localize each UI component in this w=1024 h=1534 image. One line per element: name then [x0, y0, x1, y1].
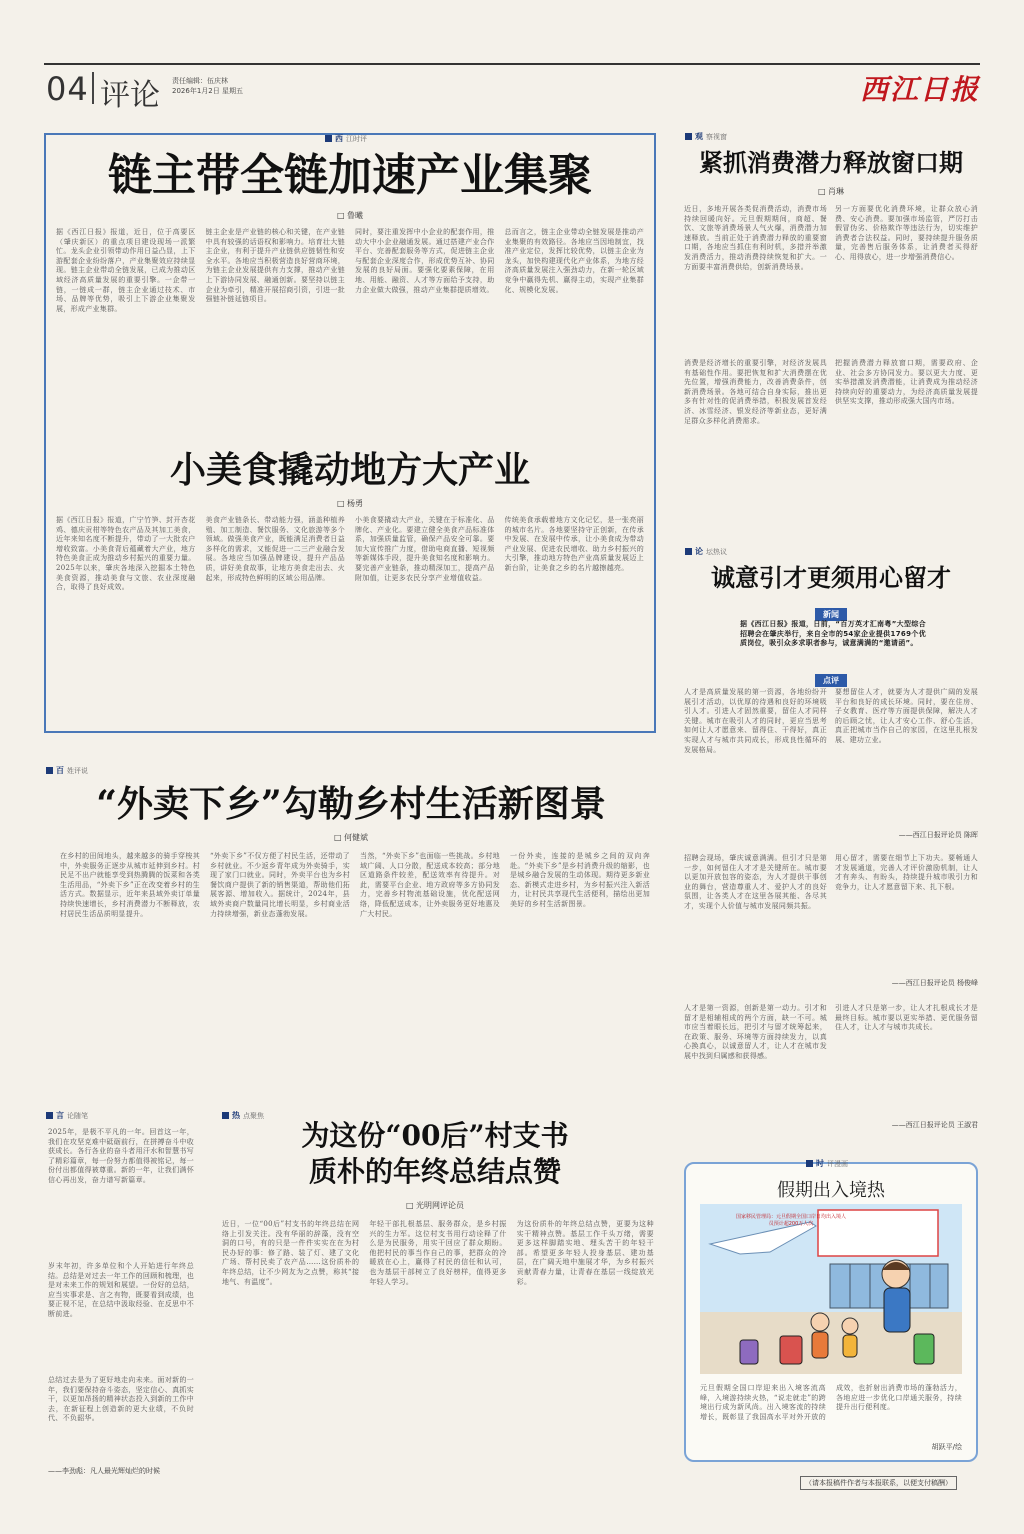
- lead-author: □ 鲁曦: [336, 211, 364, 220]
- comment-label: 点评: [815, 674, 847, 687]
- consumption-col-1: [684, 205, 827, 515]
- consumption-col-2: [835, 205, 978, 515]
- talent-comment-2: [684, 854, 978, 970]
- food-author: □ 杨勇: [336, 499, 364, 508]
- talent-sign-1: ——西江日报评论员 陈晖: [898, 831, 978, 839]
- lead-headline: 链主带全链加速产业集聚: [108, 150, 592, 201]
- news-label: 新闻: [815, 608, 847, 621]
- village-tag: 热 点聚焦: [222, 1110, 264, 1121]
- lead-col-2: 链主企业是产业链的核心和关键，在产业链中具有较强的话语权和影响力。培育壮大链主企业，有利于提升产业链供应链韧性和安全水平。各地应当积极营造良好营商环境，为链主企业发展提供有力支撑，推动产业链上下游协同发展、融通创新。要坚持以链主企业为牵引，精准开展招商引资，引进一批强链补链延链项目。: [205, 228, 345, 304]
- summary-p1: 2025年，是极不平凡的一年。回首这一年，我们在攻坚克难中砥砺前行，在拼搏奋斗中收获成长。各行各业的奋斗者用汗水和智慧书写了精彩篇章，每一份努力都值得被铭记，每一份付出都值得被尊重。新的一年，让我们满怀信心再出发，奋力谱写新篇章。: [48, 1128, 194, 1184]
- cartoon-sign-text: 国家移民管理局：元旦假期全国口岸日均出入境人员预计超200万人次: [736, 1214, 847, 1227]
- tag-square-icon: [685, 548, 692, 555]
- summary-p3: 总结过去是为了更好地走向未来。面对新的一年，我们要保持奋斗姿态，坚定信心、真抓实干，以更加昂扬的精神状态投入到新的工作中去，在新征程上创造新的更大业绩，不负时代、不负韶华。: [48, 1376, 194, 1423]
- talent-c1-p1: 人才是高质量发展的第一资源，各地纷纷开展引才活动，以优厚的待遇和良好的环境吸引人才。引进人才固然重要，留住人才同样关键。城市在吸引人才的同时，更应当思考如何让人才愿意来、留得住、干得好，真正实现人才与城市共同成长，形成良性循环的发展格局。: [684, 688, 827, 754]
- consumption-p2: 消费是经济增长的重要引擎，对经济发展具有基础性作用。要把恢复和扩大消费摆在优先位置，增强消费能力，改善消费条件，创新消费场景。各地可结合自身实际，推出更多有针对性的促消费举措，积极发展首发经济、冰雪经济、银发经济等新业态，更好满足群众多样化消费需求。: [684, 359, 827, 425]
- talent-sign-2: ——西江日报评论员 杨俊峰: [891, 979, 978, 987]
- delivery-col-4: 一份外卖，连接的是城乡之间的双向奔赴。“外卖下乡”是乡村消费升级的缩影，也是城乡融合发展的生动体现。期待更多新业态、新模式走进乡村，为乡村振兴注入新活力，让村民共享现代生活便利，描绘出更加美好的乡村生活新图景。: [510, 852, 650, 908]
- village-author: □ 光明网评论员: [405, 1201, 465, 1210]
- consumption-p1: 近日，多地开展各类促消费活动，消费市场持续回暖向好。元旦假期期间，商超、餐饮、文旅等消费场景人气火爆，消费潜力加速释放。当前正处于消费潜力释放的重要窗口期，各地应当抓住有利时机，多措并举激发消费活力，推动消费持续恢复和扩大。一方面要丰富消费供给，创新消费场景。: [684, 205, 827, 271]
- village-col-1: 近日，一位“00后”村支书的年终总结在网络上引发关注。没有华丽的辞藻，没有空洞的口号，有的只是一件件实实在在为村民办好的事：修了路、装了灯、建了文化广场、帮村民卖了农产品……这份质朴的年终总结，让不少网友为之点赞，称其“接地气、有温度”。: [222, 1220, 360, 1286]
- lead-col-3: 同时，要注重发挥中小企业的配套作用，推动大中小企业融通发展。通过搭建产业合作平台、完善配套服务等方式，促进链主企业与配套企业深度合作，形成优势互补、协同发展的良好局面。要强化要素保障，在用地、用能、融资、人才等方面给予支持，助力企业做大做强，推动产业集群提质增效。: [355, 228, 495, 294]
- village-headline-2: 质朴的年终总结点赞: [308, 1155, 561, 1188]
- summary-sign: ——李劲彪：凡人最光辉灿烂的时候: [48, 1467, 160, 1475]
- header-divider: [92, 72, 94, 104]
- food-col-1: 据《西江日报》报道，广宁竹笋、封开杏花鸡、德庆贡柑等特色农产品及其加工美食，近年来知名度不断提升，带动了一大批农户增收致富。小美食背后蕴藏着大产业，地方特色美食正成为推动乡村振兴的重要力量。2025年以来，肇庆各地深入挖掘本土特色美食资源，推动美食与文旅、农业深度融合，取得了良好成效。: [56, 516, 196, 592]
- delivery-col-2: “外卖下乡”不仅方便了村民生活，还带动了乡村就业。不少返乡青年成为外卖骑手，实现了家门口就业。同时，外卖平台也为乡村餐饮商户提供了新的销售渠道，帮助他们拓展客源、增加收入。据统计，2024年，县域外卖商户数量同比增长明显，乡村商业活力持续增强，新业态蓬勃发展。: [210, 852, 350, 918]
- delivery-author: □ 何健斌: [333, 833, 369, 842]
- consumption-p3: 另一方面要优化消费环境，让群众放心消费、安心消费。要加强市场监管，严厉打击假冒伪劣、价格欺诈等违法行为，切实维护消费者合法权益。同时，要持续提升服务质量，完善售后服务体系，让消费者买得舒心、用得放心，进一步增强消费信心。: [835, 205, 978, 261]
- food-body: [56, 516, 644, 722]
- village-col-2: 年轻干部扎根基层、服务群众，是乡村振兴的生力军。这位村支书用行动诠释了什么是为民服务，用实干回应了群众期盼。他把村民的事当作自己的事，把群众的冷暖放在心上，赢得了村民的信任和认可，也为基层干部树立了良好榜样，值得更多年轻人学习。: [369, 1220, 507, 1286]
- summary-p2: 岁末年初，许多单位和个人开始进行年终总结。总结是对过去一年工作的回顾和梳理，也是对未来工作的规划和展望。一份好的总结，应当实事求是、言之有物，既要看到成绩，也要正视不足，在总结中汲取经验、在反思中不断前进。: [48, 1262, 194, 1318]
- delivery-body: [60, 852, 650, 1084]
- talent-comment-label-wrap: [684, 668, 978, 687]
- talent-c2-p1: 招聘会现场，肇庆诚意满满。但引才只是第一步，如何留住人才才是关键所在。城市要以更加开放包容的姿态，为人才提供干事创业的舞台，营造尊重人才、爱护人才的良好氛围，让各类人才在这里各展其能、各尽其才，实现个人价值与城市发展同频共振。: [684, 854, 827, 910]
- talent-c3-p2: 引进人才只是第一步，让人才扎根成长才是最终目标。城市要以更实举措、更优服务留住人才，让人才与城市共成长。: [835, 1004, 978, 1032]
- food-col-4: 传统美食承载着地方文化记忆，是一张亮丽的城市名片。各地要坚持守正创新，在传承中发展、在发展中传承，让小美食成为带动产业发展、促进农民增收、助力乡村振兴的大引擎，推动地方特色产业高质量发展迈上新台阶，让美食之乡的名片越擦越亮。: [504, 516, 644, 572]
- talent-news-summary: 据《西江日报》报道，日前，“百万英才汇南粤”大型综合招聘会在肇庆举行，来自全市的54家企业提供1769个优质岗位，吸引众多求职者参与，诚意满满的“邀请函”。: [740, 620, 926, 648]
- village-body: [222, 1220, 654, 1482]
- tag-square-icon: [46, 767, 53, 774]
- food-headline: 小美食撬动地方大产业: [169, 449, 530, 491]
- food-col-3: 小美食要撬动大产业，关键在于标准化、品牌化、产业化。要建立健全美食产品标准体系，加强质量监管，确保产品安全可靠。要加大宣传推广力度，借助电商直播、短视频等新媒体手段，提升美食知名度和影响力。要完善产业链条，推动精深加工，提高产品附加值，让更多农民分享产业增值收益。: [355, 516, 495, 582]
- consumption-p4: 把握消费潜力释放窗口期，需要政府、企业、社会多方协同发力。要以更大力度、更实举措激发消费潜能，让消费成为推动经济持续向好的重要动力，为经济高质量发展提供坚实支撑，推动形成强大国内市场。: [835, 359, 978, 406]
- cartoon-caption: 元旦假期全国口岸迎来出入境客流高峰，入境游持续火热，“说走就走”的跨境出行成为新风尚。出入境客流的持续增长，既彰显了我国高水平对外开放的成效，也折射出消费市场的蓬勃活力，各地应进一步优化口岸通关服务，持续提升出行便利度。: [700, 1384, 962, 1421]
- talent-c3-p1: 人才是第一资源，创新是第一动力。引才和留才是相辅相成的两个方面，缺一不可。城市应当着眼长远，把引才与留才统筹起来，在政策、服务、环境等方面持续发力，以真心换真心，以诚意留人才，让人才在城市发展中找到归属感和获得感。: [684, 1004, 827, 1060]
- tag-square-icon: [806, 1160, 813, 1167]
- talent-c1-p2: 要想留住人才，就要为人才提供广阔的发展平台和良好的成长环境。同时，要在住房、子女教育、医疗等方面提供保障，解决人才的后顾之忧，让人才安心工作、舒心生活，真正把城市当作自己的家园，在这里扎根发展、建功立业。: [835, 688, 978, 744]
- delivery-col-1: 在乡村的田间地头，越来越多的骑手穿梭其中，外卖服务正逐步从城市延伸到乡村。村民足不出户就能享受到热腾腾的饭菜和各类生活用品，“外卖下乡”正在改变着乡村的生活方式。数据显示，近年来县域外卖订单量持续快速增长，乡村消费潜力不断释放，农村居民生活品质明显提升。: [60, 852, 200, 918]
- lead-col-4: 总而言之，链主企业带动全链发展是推动产业集聚的有效路径。各地应当因地制宜，找准产业定位，发挥比较优势，以链主企业为龙头，加快构建现代化产业体系，为地方经济高质量发展注入强劲动力，在新一轮区域竞争中赢得先机、赢得主动，实现产业集群化、规模化发展。: [504, 228, 644, 294]
- talent-sign-3: ——西江日报评论员 王淑君: [891, 1121, 978, 1129]
- section-title: 评论: [100, 78, 160, 113]
- talent-news-label-wrap: [684, 602, 978, 621]
- talent-headline: 诚意引才更须用心留才: [711, 563, 951, 592]
- consumption-body: [684, 205, 978, 515]
- editor-meta: [172, 76, 292, 96]
- tag-square-icon: [46, 1112, 53, 1119]
- delivery-col-3: 当然，“外卖下乡”也面临一些挑战。乡村地域广阔、人口分散，配送成本较高；部分地区道路条件较差，配送效率有待提升。对此，需要平台企业、地方政府等多方协同发力，完善乡村物流基础设施，优化配送网络，降低配送成本，让外卖服务更好地惠及广大村民。: [360, 852, 500, 918]
- consumption-author: □ 肖琳: [817, 187, 845, 196]
- tag-square-icon: [325, 135, 332, 142]
- tag-square-icon: [685, 133, 692, 140]
- summary-tag: 言 论随笔: [46, 1110, 88, 1121]
- village-headline-1: 为这份“00后”村支书: [301, 1119, 569, 1152]
- page-number: 04: [46, 70, 89, 108]
- cartoon-illustration: [700, 1204, 962, 1374]
- village-col-3: 为这份质朴的年终总结点赞，更要为这种实干精神点赞。基层工作千头万绪，需要更多这样脚踏实地、埋头苦干的年轻干部。希望更多年轻人投身基层、建功基层，在广阔天地中施展才华，为乡村振兴贡献青春力量，让青春在基层一线绽放光彩。: [516, 1220, 654, 1286]
- airport-cartoon-icon: [700, 1204, 962, 1374]
- talent-comment-1: [684, 688, 978, 808]
- summary-body: [48, 1128, 194, 1464]
- masthead-logo: 西江日报: [860, 73, 981, 106]
- delivery-tag: 百 姓评说: [46, 765, 88, 776]
- consumption-tag: 观 察视窗: [685, 131, 727, 142]
- cartoon-tag: 时 评漫画: [806, 1158, 848, 1169]
- talent-tag: 论 坛热议: [685, 546, 727, 557]
- date-line: 2026年1月2日 星期五: [172, 87, 243, 95]
- talent-c2-p2: 用心留才，需要在细节上下功夫。要畅通人才发展通道，完善人才评价激励机制，让人才有奔头、有盼头，持续提升城市吸引力和竞争力，让人才愿意留下来、扎下根。: [835, 854, 978, 891]
- lead-tag: 西 江时评: [325, 133, 367, 144]
- lead-body: [56, 228, 644, 426]
- footer-note: （请本报稿件作者与本报联系，以便支付稿酬）: [800, 1476, 957, 1490]
- cartoon-title: 假期出入境热: [777, 1180, 885, 1201]
- food-col-2: 美食产业链条长、带动能力强，涵盖种植养殖、加工制造、餐饮服务、文化旅游等多个领域。做强美食产业，既能满足消费者日益多样化的需求，又能促进一二三产业融合发展。各地应当加强品牌建设，提升产品品质，讲好美食故事，让地方美食走出去、火起来，形成特色鲜明的区域公用品牌。: [205, 516, 345, 582]
- consumption-headline: 紧抓消费潜力释放窗口期: [699, 148, 963, 177]
- header-rule: [44, 63, 980, 65]
- lead-col-1: 据《西江日报》报道，近日，位于高要区（肇庆新区）的重点项目建设现场一派繁忙。龙头企业引领带动作用日益凸显，上下游配套企业纷纷落户，产业集聚效应持续显现。链主企业带动全链发展，已成为推动区域经济高质量发展的重要引擎。一企带一链，一链成一群，链主企业通过技术、市场、品牌等优势，吸引上下游企业集聚发展，形成产业集群。: [56, 228, 196, 313]
- talent-comment-3: [684, 1004, 978, 1112]
- cartoon-artist: 胡跃平/绘: [931, 1443, 962, 1451]
- delivery-headline: “外卖下乡”勾勒乡村生活新图景: [96, 783, 606, 825]
- editor-line: 责任编辑：伍庆林: [172, 77, 228, 85]
